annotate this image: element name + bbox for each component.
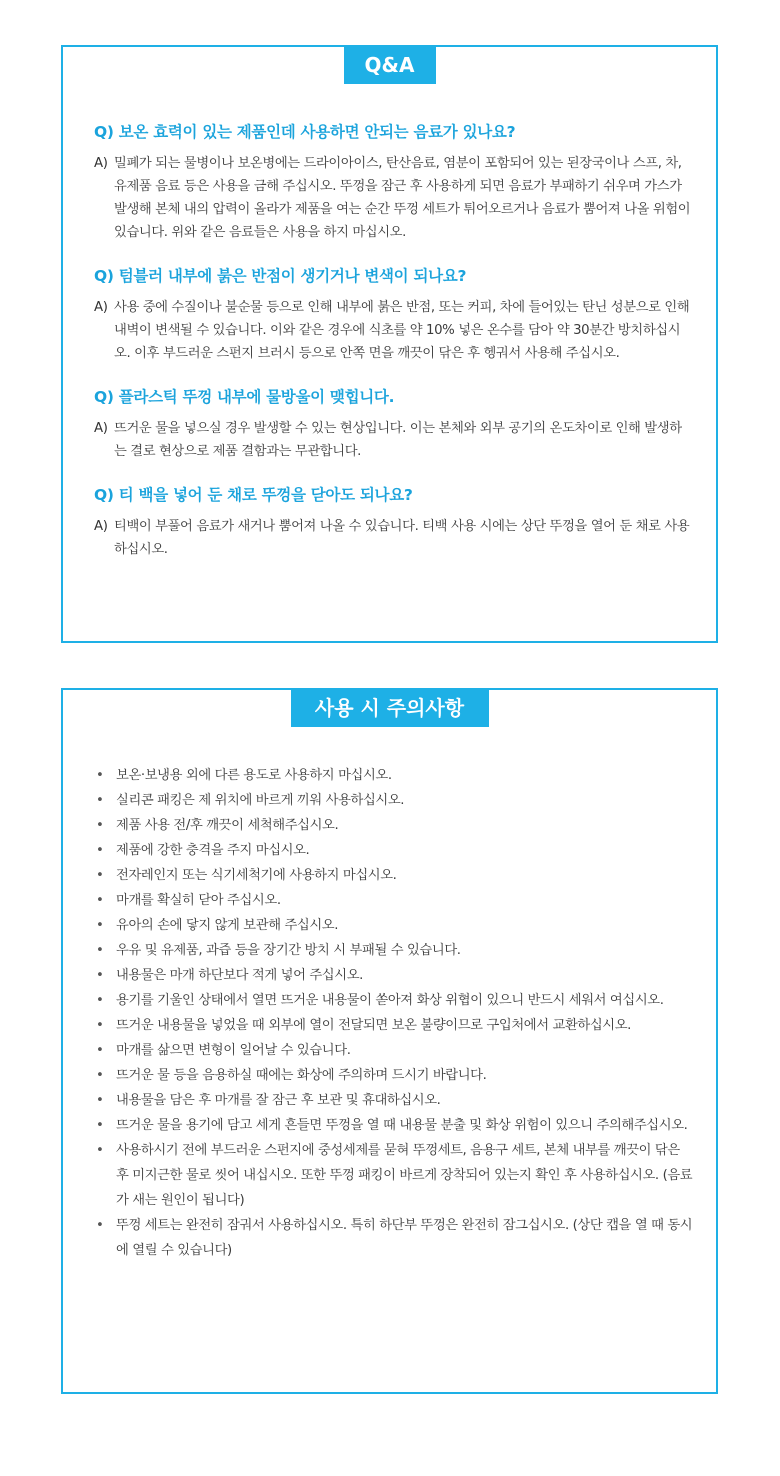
caution-item <box>96 1113 694 1138</box>
caution-item <box>96 788 694 813</box>
bullet-icon: • <box>96 893 104 908</box>
caution-item <box>96 813 694 838</box>
question-text: Q) 티 백을 넣어 둔 채로 뚜껑을 닫아도 되나요? <box>94 486 413 504</box>
answer-block <box>94 515 692 561</box>
question-text: Q) 텀블러 내부에 붉은 반점이 생기거나 변색이 되나요? <box>94 267 467 285</box>
caution-item <box>96 763 694 788</box>
caution-item <box>96 1063 694 1088</box>
caution-text: 사용하시기 전에 부드러운 스펀지에 중성세제를 묻혀 뚜껑세트, 음용구 세트, 본체 내부를 깨끗이 닦은 후 미지근한 물로 씻어 내십시오. 또한 뚜껑 패킹이 바르게 장착되어 있는지 확인 후 사용하십시오. (음료가 새는 원인이 됩니다) <box>116 1143 693 1208</box>
bullet-icon: • <box>96 1118 104 1133</box>
qa-item <box>94 386 692 463</box>
answer-prefix: A) <box>94 156 108 171</box>
bullet-icon: • <box>96 968 104 983</box>
caution-text: 유아의 손에 닿지 않게 보관해 주십시오. <box>116 918 339 933</box>
caution-text: 뚜껑 세트는 완전히 잠궈서 사용하십시오. 특히 하단부 뚜껑은 완전히 잠그십시오. (상단 캡을 열 때 동시에 열릴 수 있습니다) <box>116 1218 693 1258</box>
caution-panel <box>61 688 718 1394</box>
bullet-icon: • <box>96 943 104 958</box>
bullet-icon: • <box>96 768 104 783</box>
answer-text: 사용 중에 수질이나 불순물 등으로 인해 내부에 붉은 반점, 또는 커피, 차에 들어있는 탄닌 성분으로 인해 내벽이 변색될 수 있습니다. 이와 같은 경우에 식초를 약 10% 넣은 온수를 담아 약 30분간 방치하십시오. 이후 부드러운 스펀지 브러시 등으로 안쪽 면을 깨끗이 닦은 후 헹궈서 사용해 주십시오. <box>114 300 690 361</box>
bullet-icon: • <box>96 868 104 883</box>
answer-prefix: A) <box>94 300 108 315</box>
caution-text: 뜨거운 물 등을 음용하실 때에는 화상에 주의하며 드시기 바랍니다. <box>116 1068 487 1083</box>
caution-text: 실리콘 패킹은 제 위치에 바르게 끼워 사용하십시오. <box>116 793 405 808</box>
caution-item <box>96 1138 694 1213</box>
bullet-icon: • <box>96 1093 104 1108</box>
qa-item <box>94 265 692 365</box>
caution-item <box>96 913 694 938</box>
caution-item <box>96 938 694 963</box>
caution-text: 제품에 강한 충격을 주지 마십시오. <box>116 843 310 858</box>
caution-text: 보온·보냉용 외에 다른 용도로 사용하지 마십시오. <box>116 768 392 783</box>
caution-item <box>96 1213 694 1263</box>
qa-item <box>94 121 692 244</box>
caution-text: 내용물을 담은 후 마개를 잘 잠근 후 보관 및 휴대하십시오. <box>116 1093 441 1108</box>
caution-item <box>96 863 694 888</box>
bullet-icon: • <box>96 843 104 858</box>
answer-prefix: A) <box>94 519 108 534</box>
caution-text: 마개를 삶으면 변형이 일어날 수 있습니다. <box>116 1043 351 1058</box>
qa-badge: Q&A <box>344 46 436 84</box>
caution-text: 용기를 기울인 상태에서 열면 뜨거운 내용물이 쏟아져 화상 위협이 있으니 반드시 세워서 여십시오. <box>116 993 664 1008</box>
bullet-icon: • <box>96 993 104 1008</box>
bullet-icon: • <box>96 818 104 833</box>
caution-text: 제품 사용 전/후 깨끗이 세척해주십시오. <box>116 818 339 833</box>
caution-text: 뜨거운 내용물을 넣었을 때 외부에 열이 전달되면 보온 불량이므로 구입처에서 교환하십시오. <box>116 1018 631 1033</box>
answer-text: 티백이 부풀어 음료가 새거나 뿜어져 나올 수 있습니다. 티백 사용 시에는 상단 뚜껑을 열어 둔 채로 사용하십시오. <box>114 519 690 557</box>
qa-panel <box>61 45 718 643</box>
caution-item <box>96 1013 694 1038</box>
qa-item <box>94 484 692 561</box>
caution-item <box>96 838 694 863</box>
answer-block <box>94 296 692 365</box>
answer-prefix: A) <box>94 421 108 436</box>
bullet-icon: • <box>96 1068 104 1083</box>
qa-list <box>94 121 692 561</box>
answer-text: 밀폐가 되는 물병이나 보온병에는 드라이아이스, 탄산음료, 염분이 포함되어 있는 된장국이나 스프, 차, 유제품 음료 등은 사용을 금해 주십시오. 뚜껑을 잠근 후 사용하게 되면 음료가 부패하기 쉬우며 가스가 발생해 본체 내의 압력이 올라가 제품을 여는 순간 뚜껑 세트가 튀어오르거나 음료가 뿜어져 나올 위험이 있습니다. 위와 같은 음료들은 사용을 하지 마십시오. <box>114 156 691 240</box>
caution-item <box>96 888 694 913</box>
caution-text: 마개를 확실히 닫아 주십시오. <box>116 893 281 908</box>
answer-block <box>94 152 692 244</box>
caution-text: 우유 및 유제품, 과즙 등을 장기간 방치 시 부패될 수 있습니다. <box>116 943 461 958</box>
bullet-icon: • <box>96 1043 104 1058</box>
bullet-icon: • <box>96 793 104 808</box>
question-text: Q) 보온 효력이 있는 제품인데 사용하면 안되는 음료가 있나요? <box>94 123 516 141</box>
answer-text: 뜨거운 물을 넣으실 경우 발생할 수 있는 현상입니다. 이는 본체와 외부 공기의 온도차이로 인해 발생하는 결로 현상으로 제품 결함과는 무관합니다. <box>114 421 682 459</box>
caution-text: 뜨거운 물을 용기에 담고 세게 흔들면 뚜껑을 열 때 내용물 분출 및 화상 위험이 있으니 주의해주십시오. <box>116 1118 688 1133</box>
bullet-icon: • <box>96 1218 104 1233</box>
caution-text: 전자레인지 또는 식기세척기에 사용하지 마십시오. <box>116 868 397 883</box>
caution-item <box>96 1088 694 1113</box>
caution-list <box>96 763 694 1263</box>
caution-item <box>96 963 694 988</box>
bullet-icon: • <box>96 1018 104 1033</box>
caution-text: 내용물은 마개 하단보다 적게 넣어 주십시오. <box>116 968 363 983</box>
caution-item <box>96 988 694 1013</box>
bullet-icon: • <box>96 1143 104 1158</box>
answer-block <box>94 417 692 463</box>
bullet-icon: • <box>96 918 104 933</box>
caution-item <box>96 1038 694 1063</box>
caution-badge: 사용 시 주의사항 <box>291 689 489 727</box>
question-text: Q) 플라스틱 뚜껑 내부에 물방울이 맺힙니다. <box>94 388 395 406</box>
